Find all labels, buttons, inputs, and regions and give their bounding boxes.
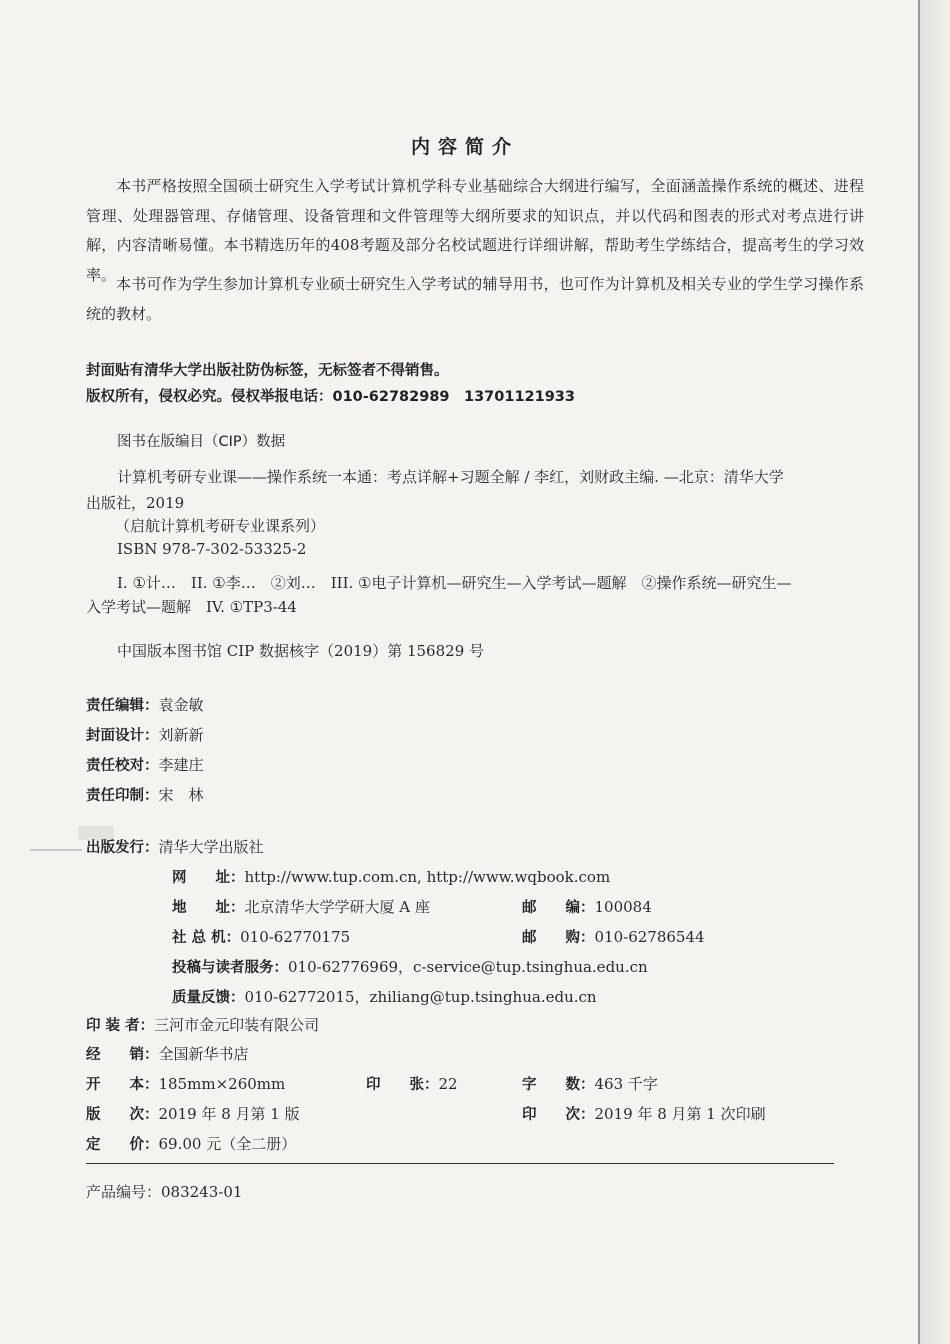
format-value: 185mm×260mm (158, 1075, 286, 1093)
price-value: 69.00 元（全二册） (158, 1135, 297, 1153)
distributor-row (86, 1043, 249, 1064)
postcode-row (522, 896, 652, 917)
cip-series: （启航计算机考研专业课系列） (115, 517, 326, 535)
print-manager-label: 责任印制： (86, 788, 159, 804)
proofreader-value: 李建庄 (158, 756, 204, 774)
sheets-label: 印 张： (366, 1077, 439, 1093)
website-label: 网 址： (172, 870, 245, 886)
switchboard-row (172, 926, 350, 947)
edition-row (86, 1103, 300, 1124)
cip-classification-1: I. ①计… II. ①李… ②刘… III. ①电子计算机—研究生—入学考试—题解 ②操作系统—研究生— (117, 574, 792, 592)
mail-order-value: 010-62786544 (594, 928, 705, 946)
page-title: 内容简介 (410, 136, 519, 158)
quality-feedback-label: 质量反馈： (172, 990, 245, 1006)
cover-design-row (86, 724, 204, 745)
address-row (172, 896, 430, 917)
edition-value: 2019 年 8 月第 1 版 (158, 1105, 300, 1123)
quality-feedback-row (172, 986, 597, 1007)
cip-line-2: 出版社，2019 (86, 494, 185, 512)
sheets-value: 22 (438, 1075, 458, 1093)
scan-mark (30, 849, 82, 851)
switchboard-value: 010-62770175 (240, 928, 351, 946)
product-code: 产品编号：083243-01 (86, 1183, 243, 1201)
postcode-value: 100084 (594, 898, 652, 916)
cover-design-label: 封面设计： (86, 728, 159, 744)
address-label: 地 址： (172, 900, 245, 916)
editor-label: 责任编辑： (86, 698, 159, 714)
mail-order-label: 邮 购： (522, 930, 595, 946)
address-value: 北京清华大学学研大厦 A 座 (244, 898, 430, 916)
cip-line-1: 计算机考研专业课——操作系统一本通：考点详解+习题全解 / 李红，刘财政主编. —北京：清华大学 (117, 468, 784, 486)
printing-row (522, 1103, 766, 1124)
print-manager-row (86, 784, 204, 805)
edition-label: 版 次： (86, 1107, 159, 1123)
editor-value: 袁金敏 (158, 696, 204, 714)
quality-feedback-value: 010-62772015，zhiliang@tup.tsinghua.edu.cn (244, 988, 597, 1006)
distributor-label: 经 销： (86, 1047, 159, 1063)
editor-row (86, 694, 204, 715)
word-count-row (522, 1073, 658, 1094)
format-label: 开 本： (86, 1077, 159, 1093)
word-count-label: 字 数： (522, 1077, 595, 1093)
printer-row (86, 1014, 319, 1035)
publisher-value: 清华大学出版社 (158, 838, 264, 856)
reader-service-row (172, 956, 648, 977)
sheets-row (366, 1073, 458, 1094)
cip-heading: 图书在版编目（CIP）数据 (117, 434, 286, 450)
printer-label: 印 装 者： (86, 1018, 155, 1034)
divider-line (86, 1163, 834, 1164)
word-count-value: 463 千字 (594, 1075, 658, 1093)
intro-paragraph-1: 本书严格按照全国硕士研究生入学考试计算机学科专业基础综合大纲进行编写，全面涵盖操作系统的概述、进程管理、处理器管理、存储管理、设备管理和文件管理等大纲所要求的知识点，并以代码和图表的形式对考点进行讲解，内容清晰易懂。本书精选历年的408考题及部分名校试题进行详细讲解，帮助考生学练结合，提高考生的学习效率。 (86, 177, 864, 284)
switchboard-label: 社 总 机： (172, 930, 241, 946)
postcode-label: 邮 编： (522, 900, 595, 916)
mail-order-row (522, 926, 705, 947)
website-row (172, 866, 610, 887)
print-manager-value: 宋 林 (158, 786, 204, 804)
format-row (86, 1073, 285, 1094)
anti-fake-notice: 封面贴有清华大学出版社防伪标签，无标签者不得销售。 (86, 363, 449, 379)
publisher-row (86, 836, 264, 857)
printing-value: 2019 年 8 月第 1 次印刷 (594, 1105, 766, 1123)
page-edge-line (918, 0, 920, 1344)
publisher-label: 出版发行： (86, 840, 159, 856)
intro-paragraph-2: 本书可作为学生参加计算机专业硕士研究生入学考试的辅导用书，也可作为计算机及相关专业的学生学习操作系统的教材。 (86, 275, 864, 323)
cip-classification-2: 入学考试—题解 IV. ①TP3-44 (86, 598, 297, 616)
printing-label: 印 次： (522, 1107, 595, 1123)
copyright-notice: 版权所有，侵权必究。侵权举报电话：010-62782989 13701121933 (86, 389, 575, 405)
cover-design-value: 刘新新 (158, 726, 204, 744)
price-row (86, 1133, 296, 1154)
cip-isbn: ISBN 978-7-302-53325-2 (117, 540, 307, 558)
proofreader-row (86, 754, 204, 775)
page-gutter-shadow (920, 0, 950, 1344)
cip-number: 中国版本图书馆 CIP 数据核字（2019）第 156829 号 (117, 642, 485, 660)
reader-service-value: 010-62776969，c-service@tup.tsinghua.edu.cn (288, 958, 648, 976)
website-value: http://www.tup.com.cn, http://www.wqbook.com (244, 868, 611, 886)
printer-value: 三河市金元印装有限公司 (154, 1016, 320, 1034)
reader-service-label: 投稿与读者服务： (172, 960, 288, 976)
price-label: 定 价： (86, 1137, 159, 1153)
proofreader-label: 责任校对： (86, 758, 159, 774)
distributor-value: 全国新华书店 (158, 1045, 249, 1063)
